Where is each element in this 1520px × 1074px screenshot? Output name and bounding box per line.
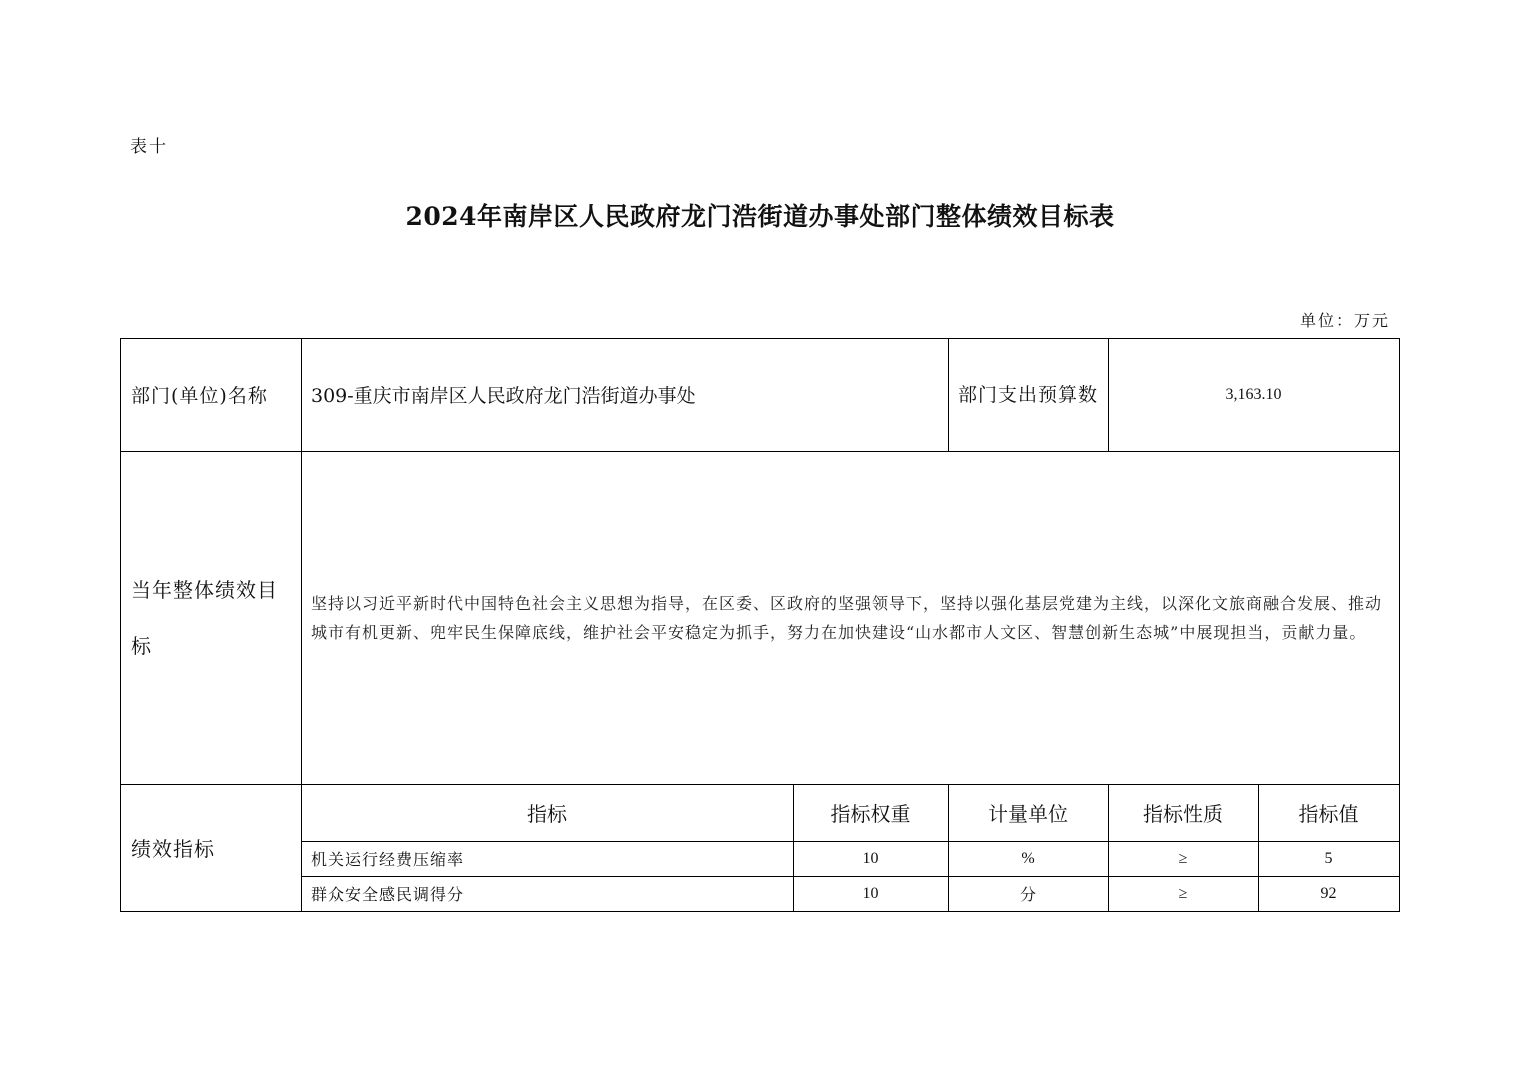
table-number-label: 表十 [130, 137, 168, 157]
header-weight: 指标权重 [830, 802, 911, 826]
unit-label: 单位：万元 [1299, 311, 1390, 330]
performance-table [120, 338, 1400, 912]
dept-name-value: 309-重庆市南岸区人民政府龙门浩街道办事处 [311, 385, 696, 407]
indicator-name: 群众安全感民调得分 [311, 885, 465, 904]
page-title: 2024年南岸区人民政府龙门浩街道办事处部门整体绩效目标表 [405, 202, 1115, 231]
indicator-weight: 10 [862, 884, 879, 902]
indicator-nature: ≥ [1178, 849, 1188, 867]
budget-label: 部门支出预算数 [957, 383, 1098, 406]
header-nature: 指标性质 [1143, 802, 1223, 826]
budget-value: 3,163.10 [1225, 385, 1282, 403]
table-border-right [1399, 338, 1400, 912]
header-unit: 计量单位 [988, 802, 1068, 826]
annual-goal-label: 当年整体绩效目标 [131, 577, 278, 658]
annual-goal-text: 坚持以习近平新时代中国特色社会主义思想为指导，在区委、区政府的坚强领导下，坚持以强化基层党建为主线，以深化文旅商融合发展、推动城市有机更新、兜牢民生保障底线，维护社会平安稳定为抓手，努力在加快建设“山水都市人文区、智慧创新生态城”中展现担当，贡献力量。 [311, 593, 1383, 642]
header-indicator: 指标 [527, 802, 567, 826]
indicators-label: 绩效指标 [131, 837, 215, 861]
table-border-bottom [120, 911, 1400, 912]
indicator-name: 机关运行经费压缩率 [311, 850, 465, 869]
indicator-weight: 10 [862, 849, 879, 867]
indicator-value: 5 [1324, 849, 1333, 867]
dept-name-label: 部门(单位)名称 [131, 385, 268, 407]
indicator-nature: ≥ [1178, 884, 1188, 902]
indicator-unit: % [1021, 849, 1035, 867]
column-divider [948, 338, 949, 451]
header-value: 指标值 [1298, 802, 1359, 826]
indicator-value: 92 [1320, 884, 1337, 902]
indicator-unit: 分 [1019, 887, 1036, 904]
